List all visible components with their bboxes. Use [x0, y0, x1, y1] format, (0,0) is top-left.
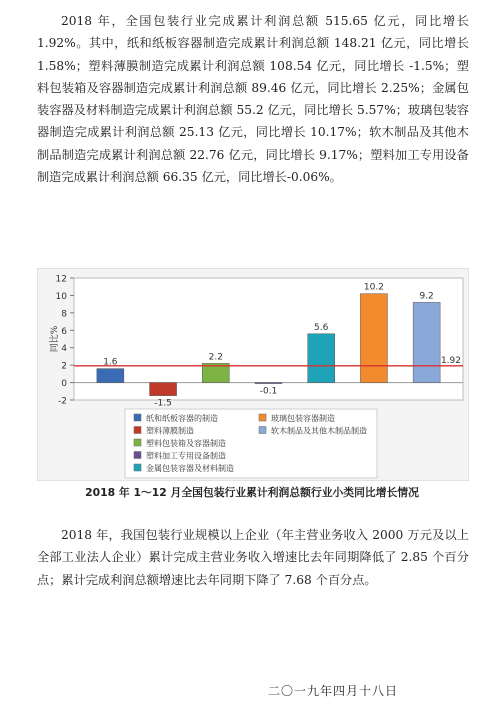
bar [150, 383, 177, 396]
y-tick-label: 4 [61, 344, 67, 355]
legend-swatch [259, 414, 266, 421]
paragraph-profit-summary: 2018 年，全国包装行业完成累计利润总额 515.65 亿元，同比增长 1.92%。其中，纸和纸板容器制造完成累计利润总额 148.21 亿元，同比增长 1.58%；塑料薄膜制造完成累计利润总额 108.54 亿元，同比增长 -1.5%；塑料包装箱及容器制造完成累计利润总额 89.46 亿元，同比增长 2.25%；金属包装容器及材料制造完成累计利润总额 55.2 亿元，同比增长 5.57%；玻璃包装容器制造完成累计利润总额 25.13 亿元，同比增长 10.17%；软木制品及其他木制品制造完成累计利润总额 22.76 亿元，同比增长 9.17%；塑料加工专用设备制造完成累计利润总额 66.35 亿元，同比增长-0.06%。 [37, 14, 469, 185]
bar-value-label: 2.2 [208, 352, 223, 363]
legend-swatch [259, 427, 266, 434]
bar [308, 334, 335, 383]
legend-label: 玻璃包装容器制造 [271, 414, 335, 423]
bar [97, 369, 124, 383]
legend-label: 塑料薄膜制造 [146, 426, 194, 436]
legend-swatch [134, 414, 141, 421]
chart-panel [37, 268, 469, 481]
y-tick-label: 12 [55, 274, 67, 285]
y-tick-label: 10 [55, 291, 67, 302]
y-tick-label: -2 [58, 396, 67, 407]
document-date: 二〇一九年四月十八日 [268, 684, 399, 698]
y-tick-label: 2 [61, 361, 67, 372]
bar-chart [37, 268, 469, 481]
y-axis-label: 同比% [50, 325, 60, 353]
legend-swatch [134, 452, 141, 459]
y-tick-label: 0 [61, 379, 67, 390]
bar-value-label: 9.2 [419, 291, 434, 302]
chart-caption: 2018 年 1～12 月全国包装行业累计利润总额行业小类同比增长情况 [85, 486, 419, 499]
legend-swatch [134, 439, 141, 446]
y-tick-label: 6 [61, 326, 67, 337]
legend-label: 纸和纸板容器的制造 [146, 414, 218, 423]
plot-area [74, 278, 463, 400]
bar-value-label: -1.5 [154, 398, 172, 409]
legend-label: 塑料加工专用设备制造 [146, 451, 226, 461]
bar [255, 383, 282, 384]
y-tick-label: 8 [61, 309, 67, 320]
legend-label: 软木制品及其他木制品制造 [271, 426, 367, 436]
paragraph-revenue-summary: 2018 年，我国包装行业规模以上企业（年主营业务收入 2000 万元及以上全部工业法人企业）累计完成主营业务收入增速比去年同期降低了 2.85 个百分点；累计完成利润总额增速比去年同期下降了 7.68 个百分点。 [37, 528, 469, 587]
reference-line-label: 1.92 [440, 355, 461, 366]
legend-label: 金属包装容器及材料制造 [146, 464, 234, 473]
bar-value-label: 10.2 [363, 282, 384, 293]
bar [413, 302, 440, 382]
legend-label: 塑料包装箱及容器制造 [146, 439, 226, 448]
legend-swatch [134, 464, 141, 471]
bar-value-label: 1.6 [103, 357, 118, 368]
legend-swatch [134, 427, 141, 434]
bar [360, 294, 387, 383]
bar-value-label: 5.6 [314, 322, 329, 333]
bar-value-label: -0.1 [259, 386, 278, 397]
